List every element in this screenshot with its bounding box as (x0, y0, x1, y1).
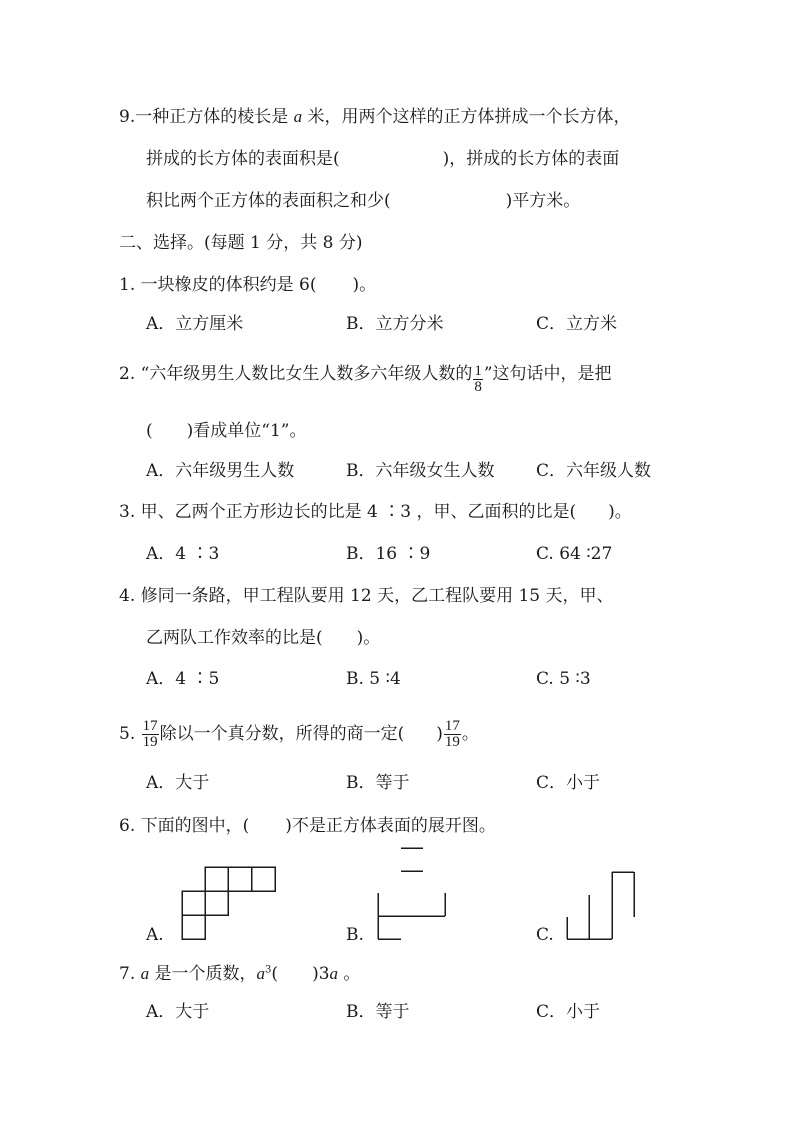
question-4: 4. 修同一条路，甲工程队要用 12 天，乙工程队要用 15 天，甲、 (119, 586, 614, 606)
q2-option-b[interactable]: B．六年级女生人数 (346, 461, 495, 481)
q9-number: 9. (119, 107, 136, 127)
q6-option-a-label[interactable]: A. (146, 925, 164, 945)
q6-option-c-label[interactable]: C. (536, 925, 554, 945)
q3-option-b[interactable]: B．16 ∶9 (346, 544, 431, 564)
q9-line2: 拼成的长方体的表面积是( )，拼成的长方体的表面 (146, 149, 620, 169)
q5-option-c[interactable]: C．小于 (536, 773, 601, 793)
q4-option-b[interactable]: B. 5 ∶4 (346, 669, 401, 689)
question-2-line2: ( )看成单位“1”。 (146, 421, 307, 441)
question-5: 5. $\frac{17}{19}$ 除以一个真分数，所得的商一定( ) $\frac{17}{19}$ 。 (119, 718, 479, 750)
question-7: 7. a 是一个质数，$a^3$( )3a 。 (119, 964, 361, 984)
q9-line3: 积比两个正方体的表面积之和少( )平方米。 (146, 191, 581, 211)
q1-option-b[interactable]: B．立方分米 (346, 314, 444, 334)
q2-option-a[interactable]: A．六年级男生人数 (146, 461, 295, 481)
section-heading: 二、选择。(每题 1 分，共 8 分) (119, 233, 363, 253)
q4-option-a[interactable]: A．4 ∶5 (146, 669, 220, 689)
q1-option-a[interactable]: A．立方厘米 (146, 314, 244, 334)
fraction: $\frac{17}{19}$ (444, 718, 460, 750)
question-6: 6. 下面的图中，( )不是正方体表面的展开图。 (119, 816, 496, 836)
figure-c-cube-net[interactable] (567, 872, 634, 939)
q7-option-a[interactable]: A．大于 (146, 1002, 210, 1022)
q3-option-a[interactable]: A．4 ∶3 (146, 544, 220, 564)
question-4-line2: 乙两队工作效率的比是( )。 (146, 628, 381, 648)
q9-line1: 9.一种正方体的棱长是 a 米，用两个这样的正方体拼成一个长方体， (119, 107, 631, 127)
q3-option-c[interactable]: C. 64 ∶27 (536, 544, 613, 564)
fraction: $\frac{1}{8}$ (474, 363, 482, 395)
question-2: 2. “六年级男生人数比女生人数多六年级人数的 $\frac{1}{8}$ ”这句话中，是把 (119, 363, 612, 395)
q7-option-c[interactable]: C．小于 (536, 1002, 601, 1022)
q6-option-b-label[interactable]: B. (346, 925, 364, 945)
q1-option-c[interactable]: C．立方米 (536, 314, 618, 334)
figure-b-cube-net[interactable] (378, 848, 445, 939)
q2-option-c[interactable]: C．六年级人数 (536, 461, 652, 481)
question-3: 3. 甲、乙两个正方形边长的比是 4 ∶3 ，甲、乙面积的比是( )。 (119, 502, 632, 522)
question-1: 1. 一块橡皮的体积约是 6( )。 (119, 275, 377, 295)
q5-option-a[interactable]: A．大于 (146, 773, 210, 793)
fraction: $\frac{17}{19}$ (142, 718, 158, 750)
figure-a-cube-net[interactable] (182, 867, 275, 939)
q4-option-c[interactable]: C. 5 ∶3 (536, 669, 591, 689)
q7-option-b[interactable]: B．等于 (346, 1002, 410, 1022)
q5-option-b[interactable]: B．等于 (346, 773, 410, 793)
